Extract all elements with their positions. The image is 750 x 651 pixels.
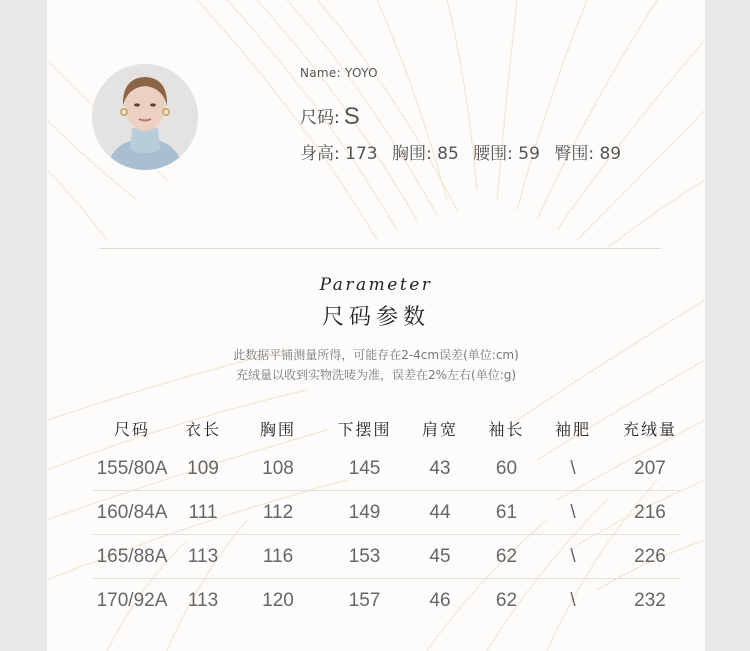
model-name: Name: YOYO	[300, 66, 378, 80]
cell-shoulder: 46	[429, 590, 451, 611]
cell-sleeve-width: \	[570, 590, 576, 611]
header-hem: 下摆围	[337, 420, 392, 439]
cell-hem: 157	[348, 590, 381, 611]
cell-chest: 116	[262, 546, 294, 567]
cell-size: 165/88A	[96, 546, 168, 567]
cell-chest: 112	[262, 502, 294, 523]
cell-sleeve-length: 62	[495, 590, 518, 611]
section-title-en: Parameter	[319, 275, 433, 295]
model-height: 身高: 173	[300, 144, 378, 164]
table-row	[92, 447, 680, 491]
cell-sleeve-length: 61	[495, 502, 518, 523]
cell-sleeve-width: \	[570, 546, 576, 567]
cell-size: 155/80A	[96, 458, 168, 479]
table-row	[92, 579, 680, 623]
section-divider	[99, 248, 661, 249]
model-waist: 腰围: 59	[473, 144, 540, 164]
cell-sleeve-width: \	[570, 502, 576, 523]
model-size	[300, 102, 360, 130]
model-bust: 胸围: 85	[392, 144, 459, 164]
cell-size: 160/84A	[96, 502, 168, 523]
measurement-note: 此数据平铺测量所得，可能存在2-4cm误差(单位:cm)	[233, 348, 519, 362]
header-sleeve-width: 袖肥	[554, 420, 591, 439]
fill-weight-note: 充绒量以收到实物洗唛为准，误差在2%左右(单位:g)	[235, 368, 517, 382]
cell-length: 109	[187, 458, 219, 479]
model-measurements	[300, 139, 630, 164]
cell-down-fill: 216	[634, 502, 666, 523]
header-size: 尺码	[113, 420, 150, 439]
table-header-row	[92, 410, 680, 447]
model-hip: 臀围: 89	[554, 144, 622, 164]
size-table	[92, 410, 680, 623]
section-title-cn: 尺码参数	[321, 305, 430, 330]
table-row	[92, 535, 680, 579]
cell-shoulder: 44	[429, 502, 451, 523]
cell-shoulder: 45	[429, 546, 451, 567]
model-info	[300, 66, 622, 164]
cell-hem: 149	[348, 502, 381, 523]
header-down-fill: 充绒量	[622, 420, 677, 439]
model-portrait-image	[92, 64, 198, 170]
cell-sleeve-width: \	[570, 458, 576, 479]
cell-hem: 153	[348, 546, 381, 567]
cell-sleeve-length: 62	[495, 546, 518, 567]
size-chart-card	[47, 0, 705, 651]
model-size-label: 尺码:	[300, 108, 340, 128]
cell-length: 113	[187, 590, 219, 611]
header-chest: 胸围	[259, 420, 296, 439]
header-shoulder: 肩宽	[421, 420, 458, 439]
cell-length: 113	[187, 546, 219, 567]
header-length: 衣长	[184, 420, 221, 439]
cell-down-fill: 207	[634, 458, 666, 479]
cell-down-fill: 226	[634, 546, 666, 567]
cell-chest: 108	[262, 458, 294, 479]
cell-sleeve-length: 60	[495, 458, 518, 479]
table-row	[92, 491, 680, 535]
cell-down-fill: 232	[634, 590, 666, 611]
model-avatar	[92, 64, 198, 170]
cell-hem: 145	[348, 458, 381, 479]
cell-size: 170/92A	[96, 590, 168, 611]
cell-length: 111	[188, 502, 218, 523]
cell-shoulder: 43	[429, 458, 451, 479]
header-sleeve-length: 袖长	[488, 420, 525, 439]
cell-chest: 120	[262, 590, 294, 611]
model-size-value: S	[343, 103, 360, 130]
